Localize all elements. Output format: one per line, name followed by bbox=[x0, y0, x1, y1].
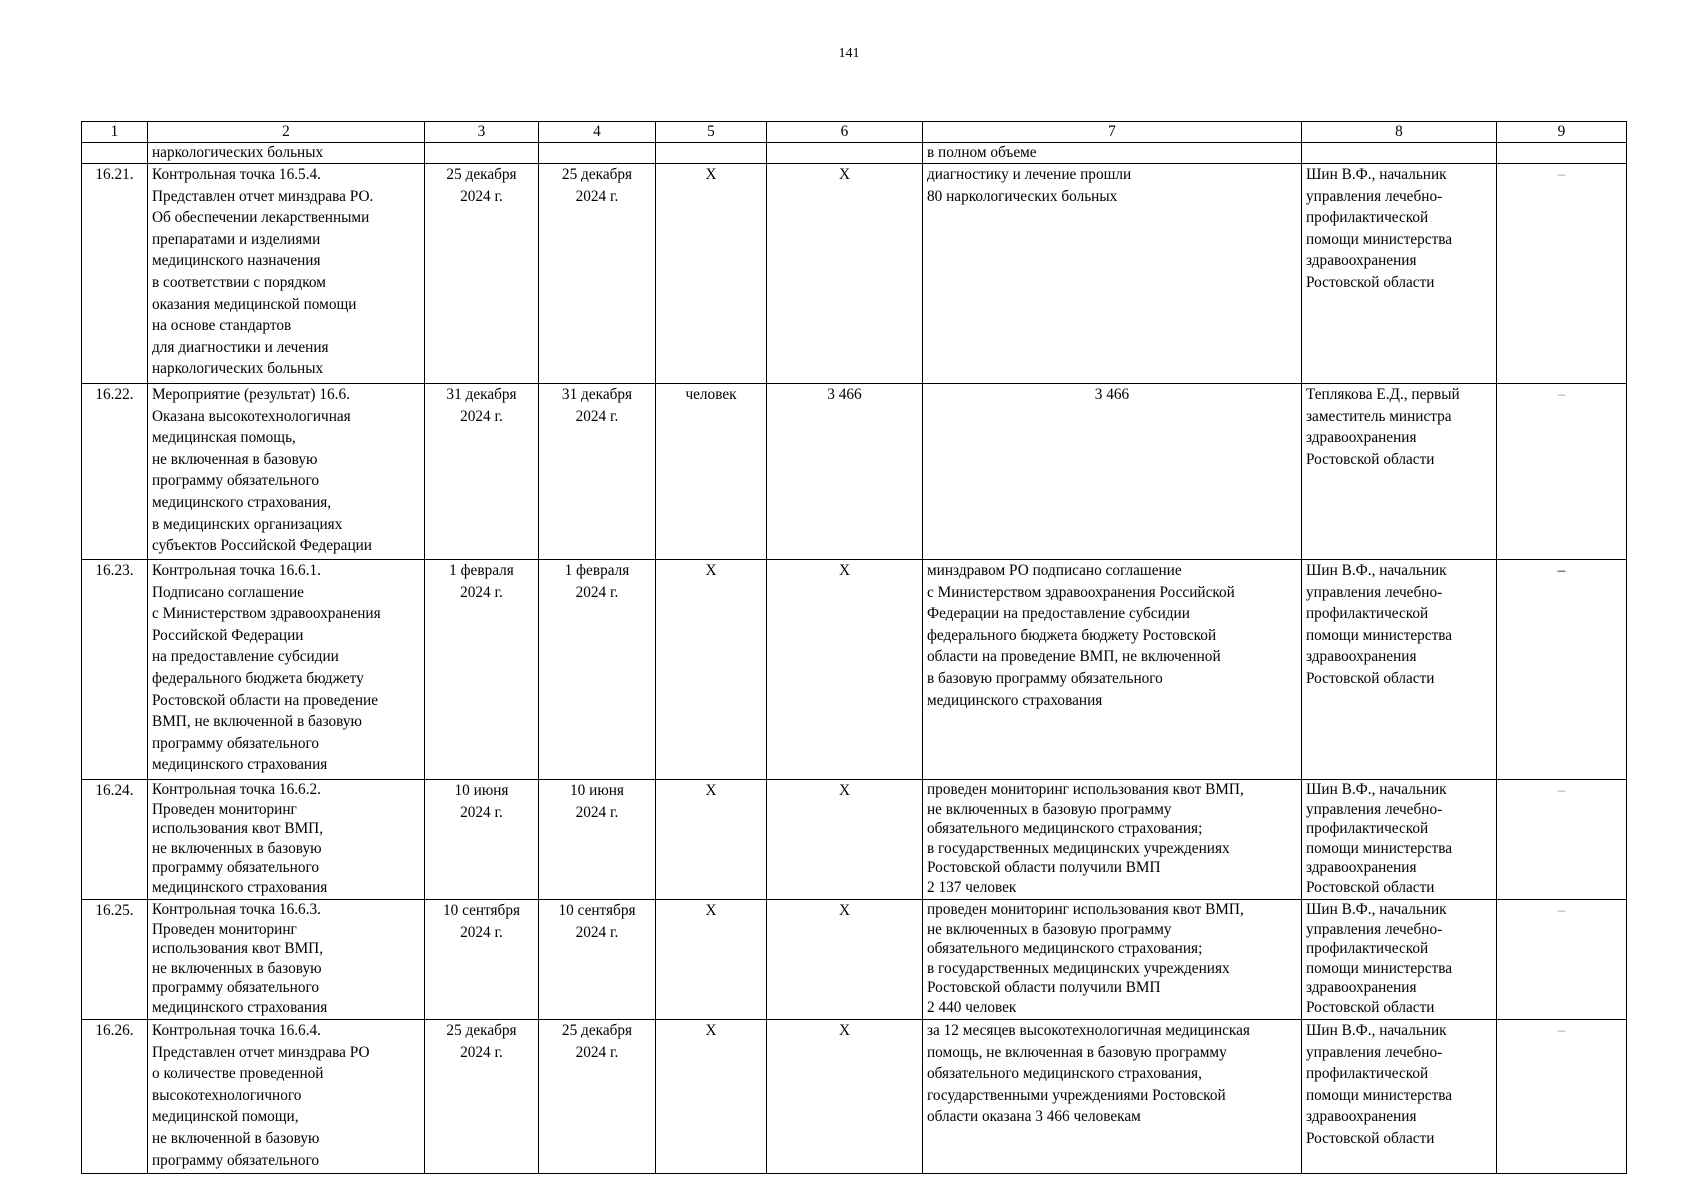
cell-plan: X bbox=[767, 1020, 923, 1174]
header-cell: 5 bbox=[656, 122, 767, 143]
cell-plan: 3 466 bbox=[767, 384, 923, 560]
table-row bbox=[82, 900, 1627, 1020]
cell-fact: минздравом РО подписано соглашение с Министерством здравоохранения Российской Федерации на предоставление субсидии федерального бюджета бюджету Ростовской области на проведение ВМП, не включенной в базовую программу обязательного медицинского страхования bbox=[923, 560, 1302, 780]
cell-number bbox=[82, 143, 148, 164]
cell-number: 16.24. bbox=[82, 780, 148, 900]
header-cell: 7 bbox=[923, 122, 1302, 143]
cell-start-date: 25 декабря 2024 г. bbox=[425, 164, 539, 384]
cell-end-date: 10 сентября 2024 г. bbox=[539, 900, 656, 1020]
cell-name: Контрольная точка 16.6.3. Проведен мониторинг использования квот ВМП, не включенных в базовую программу обязательного медицинского страхования bbox=[148, 900, 425, 1020]
cell-end-date: 10 июня 2024 г. bbox=[539, 780, 656, 900]
cell-fact: за 12 месяцев высокотехнологичная медицинская помощь, не включенная в базовую программу обязательного медицинского страхования, государственными учреждениями Ростовской области оказана 3 466 человекам bbox=[923, 1020, 1302, 1174]
cell-unit: X bbox=[656, 900, 767, 1020]
cell-unit: X bbox=[656, 560, 767, 780]
cell-start-date: 31 декабря 2024 г. bbox=[425, 384, 539, 560]
cell-number: 16.22. bbox=[82, 384, 148, 560]
cell-plan bbox=[767, 143, 923, 164]
cell-col9: – bbox=[1497, 560, 1627, 780]
cell-responsible: Шин В.Ф., начальник управления лечебно- профилактической помощи министерства здравоохранения Ростовской области bbox=[1302, 164, 1497, 384]
cell-name: Контрольная точка 16.5.4. Представлен отчет минздрава РО. Об обеспечении лекарственными препаратами и изделиями медицинского назначения в соответствии с порядком оказания медицинской помощи на основе стандартов для диагностики и лечения наркологических больных bbox=[148, 164, 425, 384]
cell-col9: – bbox=[1497, 164, 1627, 384]
cell-start-date: 10 сентября 2024 г. bbox=[425, 900, 539, 1020]
cell-end-date: 25 декабря 2024 г. bbox=[539, 164, 656, 384]
cell-responsible: Шин В.Ф., начальник управления лечебно- профилактической помощи министерства здравоохранения Ростовской области bbox=[1302, 900, 1497, 1020]
cell-end-date bbox=[539, 143, 656, 164]
cell-name: Контрольная точка 16.6.1. Подписано соглашение с Министерством здравоохранения Российской Федерации на предоставление субсидии федерального бюджета бюджету Ростовской области на проведение ВМП, не включенной в базовую программу обязательного медицинского страхования bbox=[148, 560, 425, 780]
header-cell: 9 bbox=[1497, 122, 1627, 143]
table-row bbox=[82, 384, 1627, 560]
cell-number: 16.25. bbox=[82, 900, 148, 1020]
cell-unit bbox=[656, 143, 767, 164]
header-cell: 3 bbox=[425, 122, 539, 143]
cell-responsible: Шин В.Ф., начальник управления лечебно- профилактической помощи министерства здравоохранения Ростовской области bbox=[1302, 560, 1497, 780]
cell-col9: – bbox=[1497, 900, 1627, 1020]
header-cell: 8 bbox=[1302, 122, 1497, 143]
cell-name: Мероприятие (результат) 16.6. Оказана высокотехнологичная медицинская помощь, не включенная в базовую программу обязательного медицинского страхования, в медицинских организациях субъектов Российской Федерации bbox=[148, 384, 425, 560]
cell-name: Контрольная точка 16.6.2. Проведен мониторинг использования квот ВМП, не включенных в базовую программу обязательного медицинского страхования bbox=[148, 780, 425, 900]
cell-name: наркологических больных bbox=[148, 143, 425, 164]
cell-responsible: Шин В.Ф., начальник управления лечебно- профилактической помощи министерства здравоохранения Ростовской области bbox=[1302, 780, 1497, 900]
column-number-header-row bbox=[82, 122, 1627, 143]
cell-plan: X bbox=[767, 900, 923, 1020]
cell-fact: диагностику и лечение прошли 80 наркологических больных bbox=[923, 164, 1302, 384]
cell-start-date: 10 июня 2024 г. bbox=[425, 780, 539, 900]
header-cell: 1 bbox=[82, 122, 148, 143]
continuation-row bbox=[82, 143, 1627, 164]
header-cell: 2 bbox=[148, 122, 425, 143]
table-row bbox=[82, 560, 1627, 780]
cell-fact: проведен мониторинг использования квот ВМП, не включенных в базовую программу обязательного медицинского страхования; в государственных медицинских учреждениях Ростовской области получили ВМП 2 137 человек bbox=[923, 780, 1302, 900]
cell-col9 bbox=[1497, 143, 1627, 164]
cell-col9: – bbox=[1497, 384, 1627, 560]
header-cell: 4 bbox=[539, 122, 656, 143]
table-row bbox=[82, 1020, 1627, 1174]
page-number: 141 bbox=[838, 46, 860, 61]
cell-unit: X bbox=[656, 1020, 767, 1174]
cell-unit: X bbox=[656, 780, 767, 900]
cell-number: 16.23. bbox=[82, 560, 148, 780]
cell-responsible bbox=[1302, 143, 1497, 164]
cell-plan: X bbox=[767, 560, 923, 780]
cell-plan: X bbox=[767, 780, 923, 900]
cell-end-date: 31 декабря 2024 г. bbox=[539, 384, 656, 560]
cell-plan: X bbox=[767, 164, 923, 384]
cell-end-date: 1 февраля 2024 г. bbox=[539, 560, 656, 780]
cell-fact: проведен мониторинг использования квот ВМП, не включенных в базовую программу обязательного медицинского страхования; в государственных медицинских учреждениях Ростовской области получили ВМП 2 440 человек bbox=[923, 900, 1302, 1020]
cell-responsible: Теплякова Е.Д., первый заместитель министра здравоохранения Ростовской области bbox=[1302, 384, 1497, 560]
cell-number: 16.26. bbox=[82, 1020, 148, 1174]
table-row bbox=[82, 164, 1627, 384]
cell-responsible: Шин В.Ф., начальник управления лечебно- профилактической помощи министерства здравоохранения Ростовской области bbox=[1302, 1020, 1497, 1174]
cell-fact: в полном объеме bbox=[923, 143, 1302, 164]
cell-unit: X bbox=[656, 164, 767, 384]
cell-start-date: 25 декабря 2024 г. bbox=[425, 1020, 539, 1174]
cell-start-date: 1 февраля 2024 г. bbox=[425, 560, 539, 780]
header-cell: 6 bbox=[767, 122, 923, 143]
report-table bbox=[81, 121, 1627, 1174]
cell-col9: – bbox=[1497, 780, 1627, 900]
cell-number: 16.21. bbox=[82, 164, 148, 384]
cell-col9: – bbox=[1497, 1020, 1627, 1174]
cell-end-date: 25 декабря 2024 г. bbox=[539, 1020, 656, 1174]
table-row bbox=[82, 780, 1627, 900]
cell-name: Контрольная точка 16.6.4. Представлен отчет минздрава РО о количестве проведенной высокотехнологичного медицинской помощи, не включенной в базовую программу обязательного bbox=[148, 1020, 425, 1174]
cell-unit: человек bbox=[656, 384, 767, 560]
cell-fact: 3 466 bbox=[923, 384, 1302, 560]
cell-start-date bbox=[425, 143, 539, 164]
